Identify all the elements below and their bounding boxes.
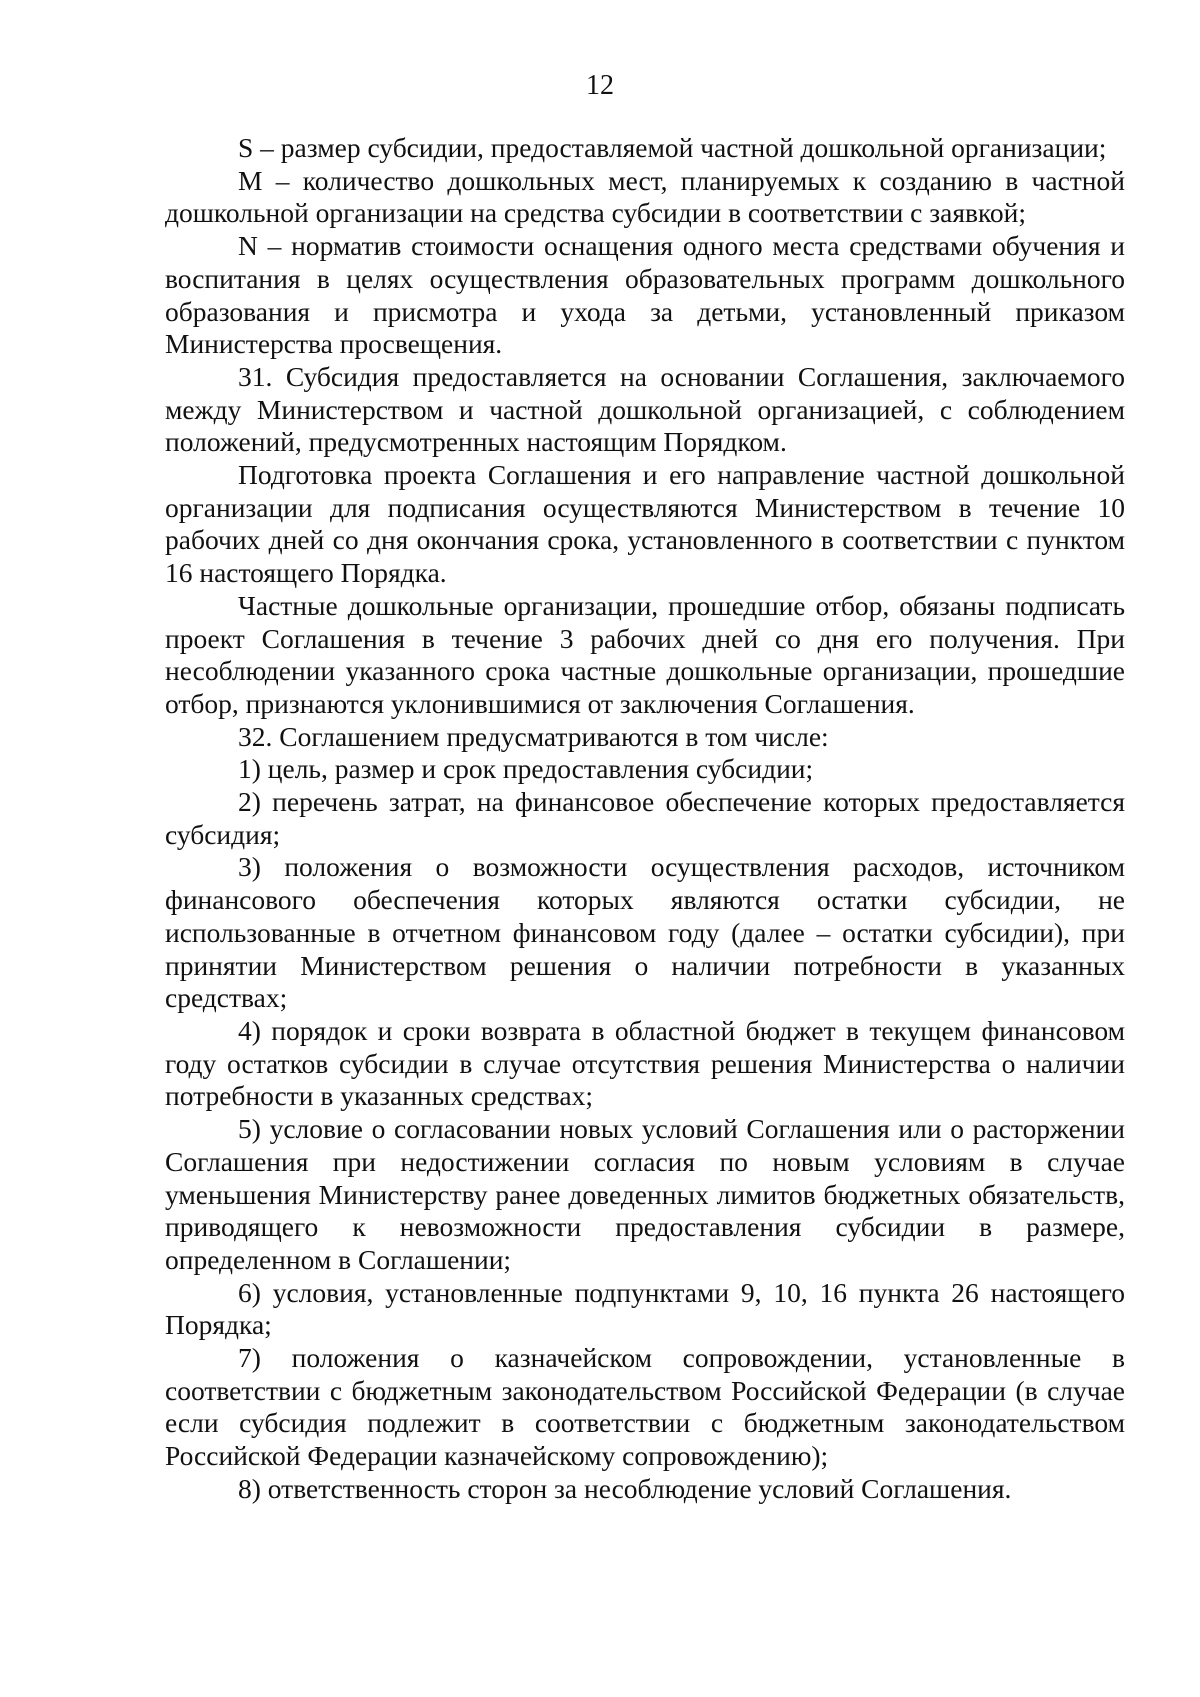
page-number: 12 [586, 70, 614, 101]
paragraph-n-definition: N – норматив стоимости оснащения одного места средствами обучения и воспитания в целях осуществления образовательных программ дошкольного образования и присмотра и ухода за детьми, установленный приказом Министерства просвещения. [165, 230, 1125, 360]
list-item-8: 8) ответственность сторон за несоблюдение условий Соглашения. [238, 1472, 1012, 1504]
paragraph-clause-32: 32. Соглашением предусматриваются в том числе: [238, 720, 829, 752]
document-body [165, 132, 1125, 1506]
paragraph-m-definition: M – количество дошкольных мест, планируемых к созданию в частной дошкольной организации на средства субсидии в соответствии с заявкой; [165, 164, 1125, 229]
list-item-1: 1) цель, размер и срок предоставления субсидии; [238, 753, 814, 785]
paragraph-signing-deadline: Частные дошкольные организации, прошедшие отбор, обязаны подписать проект Соглашения в течение 3 рабочих дней со дня его получения. При несоблюдении указанного срока частные дошкольные организации, прошедшие отбор, признаются уклонившимися от заключения Соглашения. [165, 589, 1125, 719]
paragraph-clause-31: 31. Субсидия предоставляется на основании Соглашения, заключаемого между Министерством и частной дошкольной организацией, с соблюдением положений, предусмотренных настоящим Порядком. [165, 360, 1125, 458]
list-item-2: 2) перечень затрат, на финансовое обеспечение которых предоставляется субсидия; [165, 786, 1125, 850]
paragraph-agreement-preparation: Подготовка проекта Соглашения и его направление частной дошкольной организации для подписания осуществляются Министерством в течение 10 рабочих дней со дня окончания срока, установленного в соответствии с пунктом 16 настоящего Порядка. [165, 459, 1125, 589]
list-item-3: 3) положения о возможности осуществления расходов, источником финансового обеспечения которых являются остатки субсидии, не использованные в отчетном финансовом году (далее – остатки субсидии), при принятии Министерством решения о наличии потребности в указанных средствах; [165, 851, 1125, 1014]
list-item-5: 5) условие о согласовании новых условий Соглашения или о расторжении Соглашения при недостижении согласия по новым условиям в случае уменьшения Министерству ранее доведенных лимитов бюджетных обязательств, приводящего к невозможности предоставления субсидии в размере, определенном в Соглашении; [165, 1113, 1125, 1275]
paragraph-s-definition: S – размер субсидии, предоставляемой частной дошкольной организации; [238, 132, 1107, 163]
list-item-4: 4) порядок и сроки возврата в областной бюджет в текущем финансовом году остатков субсидии в случае отсутствия решения Министерства о наличии потребности в указанных средствах; [165, 1014, 1125, 1112]
list-item-7: 7) положения о казначейском сопровождении, установленные в соответствии с бюджетным законодательством Российской Федерации (в случае если субсидия подлежит в соответствии с бюджетным законодательством Российской Федерации казначейскому сопровождению); [165, 1342, 1125, 1472]
list-item-6: 6) условия, установленные подпунктами 9, 10, 16 пункта 26 настоящего Порядка; [165, 1276, 1125, 1341]
